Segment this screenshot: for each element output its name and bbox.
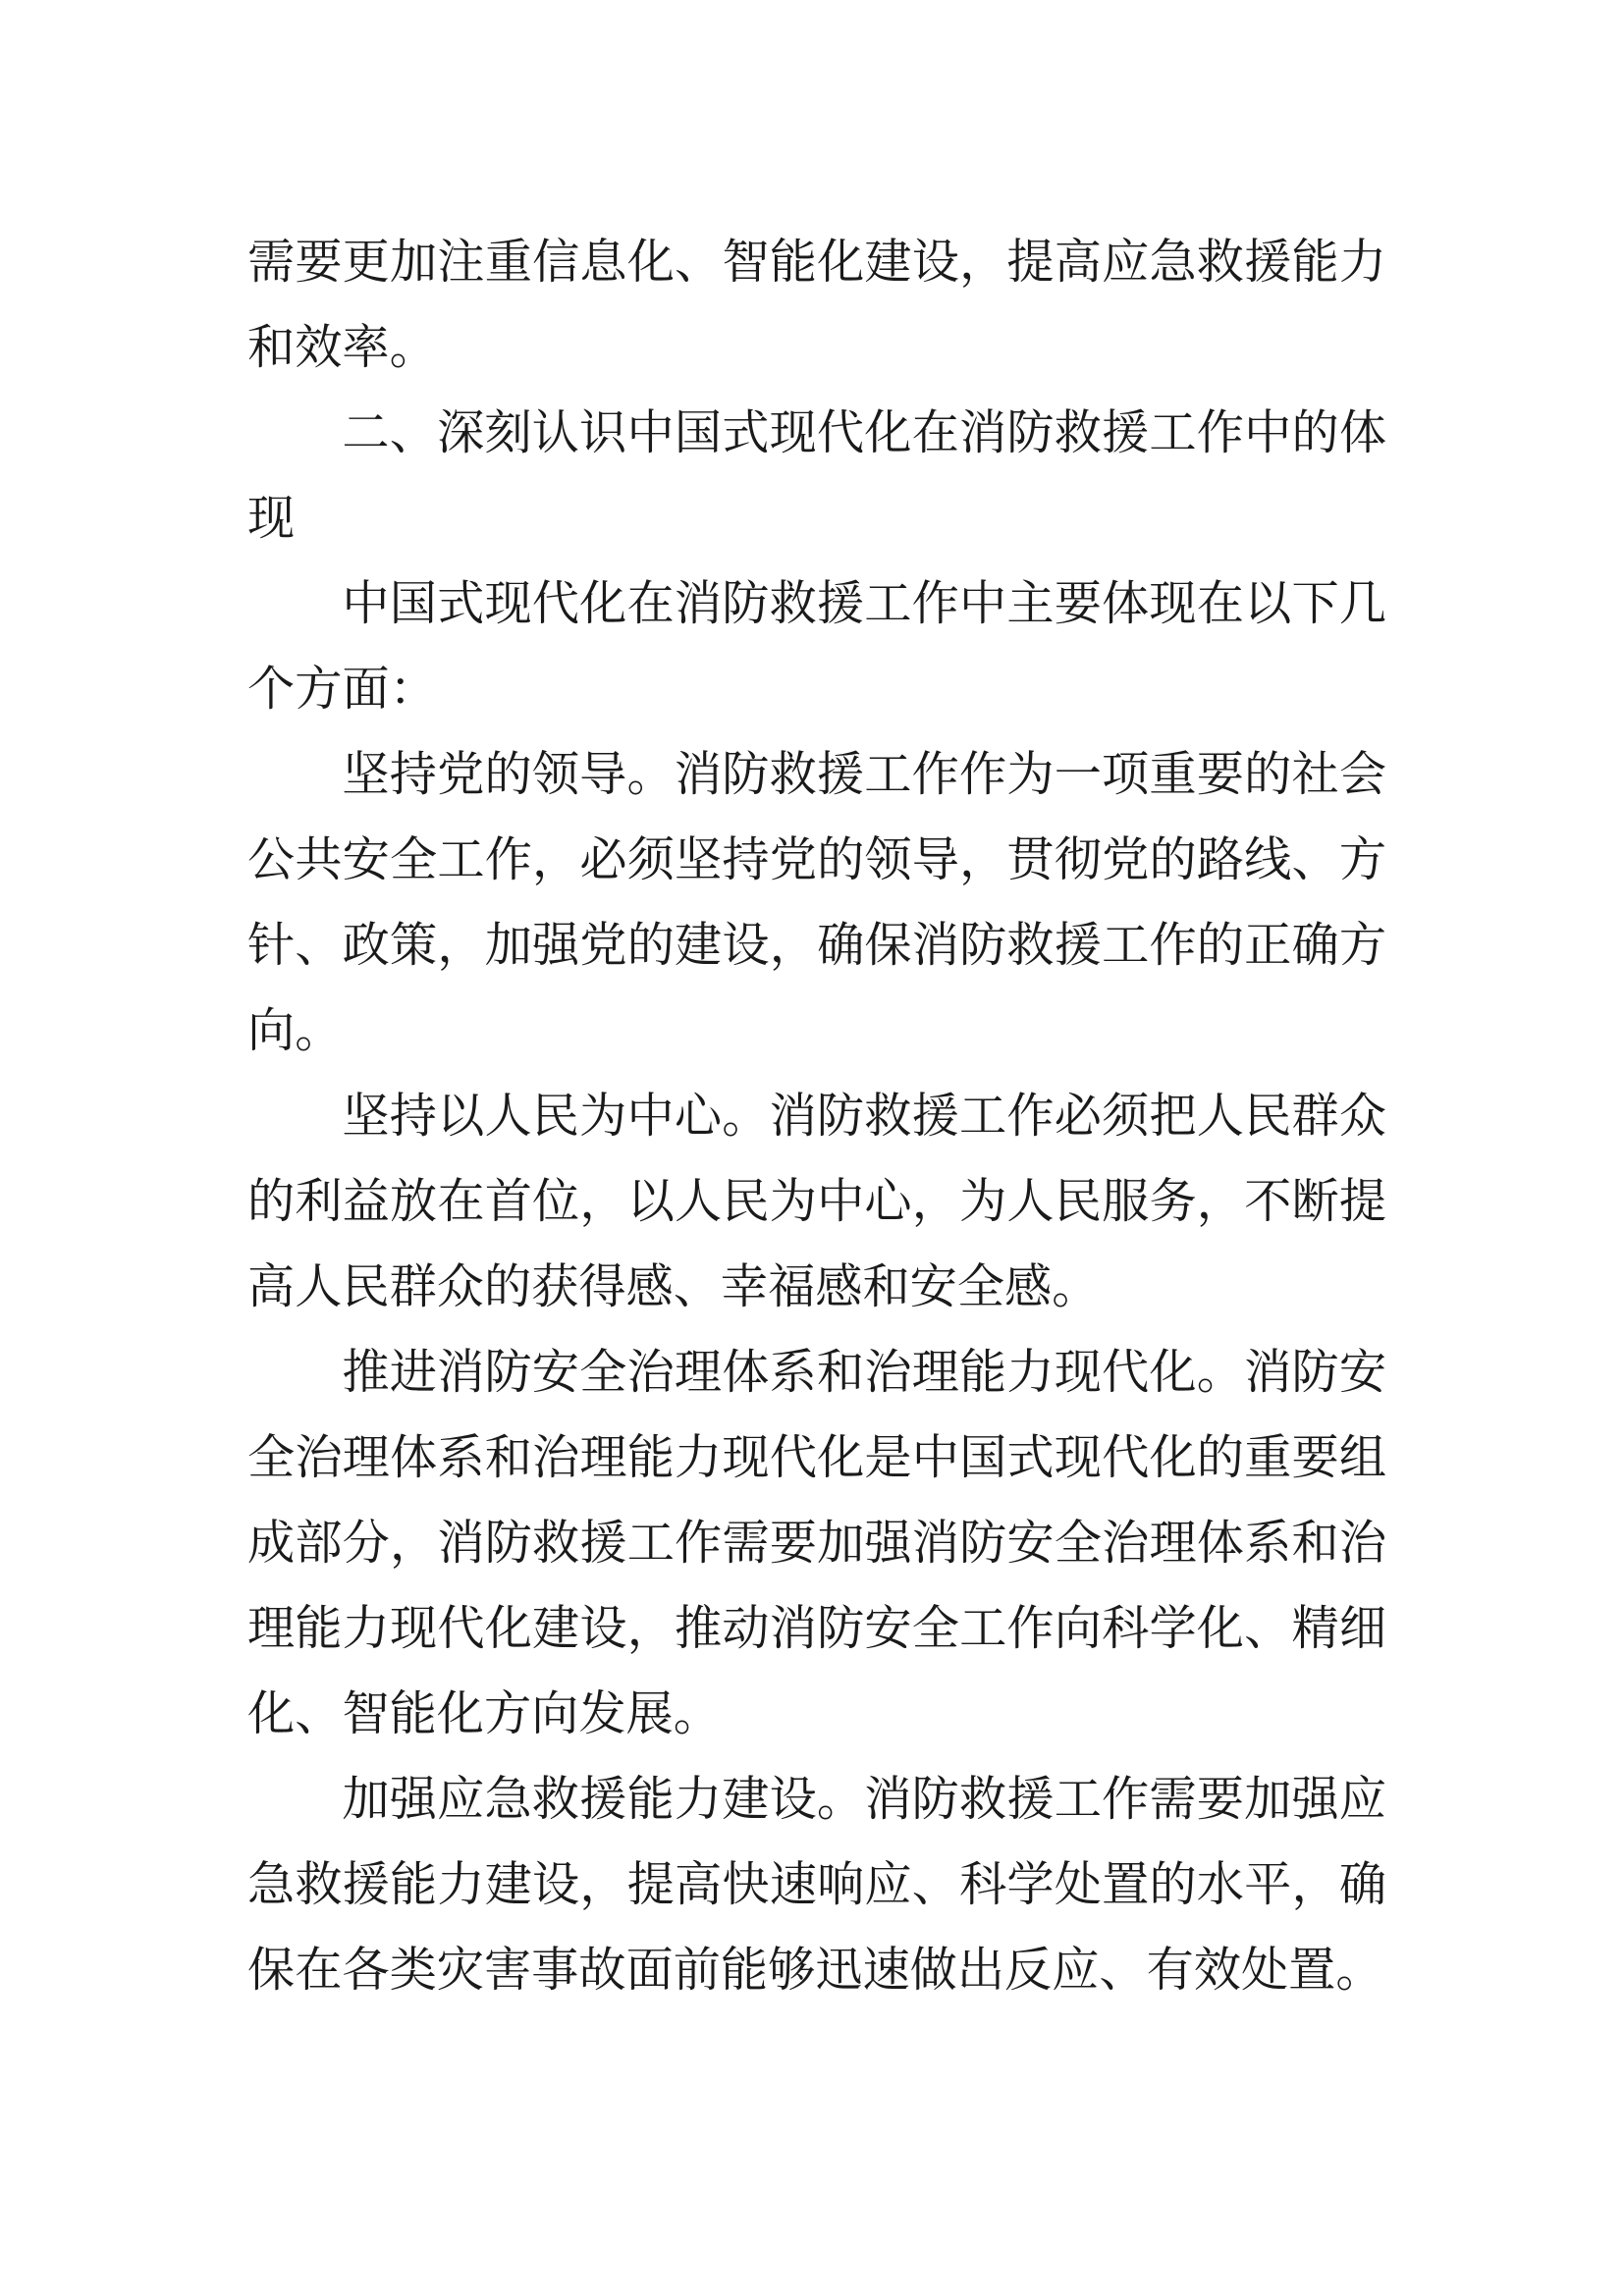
paragraph-intro: 中国式现代化在消防救援工作中主要体现在以下几个方面：: [247, 576, 1386, 717]
section-heading: 二、深刻认识中国式现代化在消防救援工作中的体现: [247, 405, 1386, 546]
paragraph-people-centered: 坚持以人民为中心。消防救援工作必须把人民群众的利益放在首位，以人民为中心，为人民服务，不断提高人民群众的获得感、幸福感和安全感。: [247, 1089, 1386, 1314]
paragraph-continuation: 需要更加注重信息化、智能化建设，提高应急救援能力和效率。: [247, 235, 1386, 375]
paragraph-governance-modernization: 推进消防安全治理体系和治理能力现代化。消防安全治理体系和治理能力现代化是中国式现代化的重要组成部分，消防救援工作需要加强消防安全治理体系和治理能力现代化建设，推动消防安全工作向科学化、精细化、智能化方向发展。: [247, 1345, 1386, 1741]
document-body: [247, 220, 1386, 2013]
paragraph-emergency-rescue: 加强应急救援能力建设。消防救援工作需要加强应急救援能力建设，提高快速响应、科学处置的水平，确保在各类灾害事故面前能够迅速做出反应、有效处置。: [247, 1772, 1386, 1998]
paragraph-party-leadership: 坚持党的领导。消防救援工作作为一项重要的社会公共安全工作，必须坚持党的领导，贯彻党的路线、方针、政策，加强党的建设，确保消防救援工作的正确方向。: [247, 747, 1386, 1058]
